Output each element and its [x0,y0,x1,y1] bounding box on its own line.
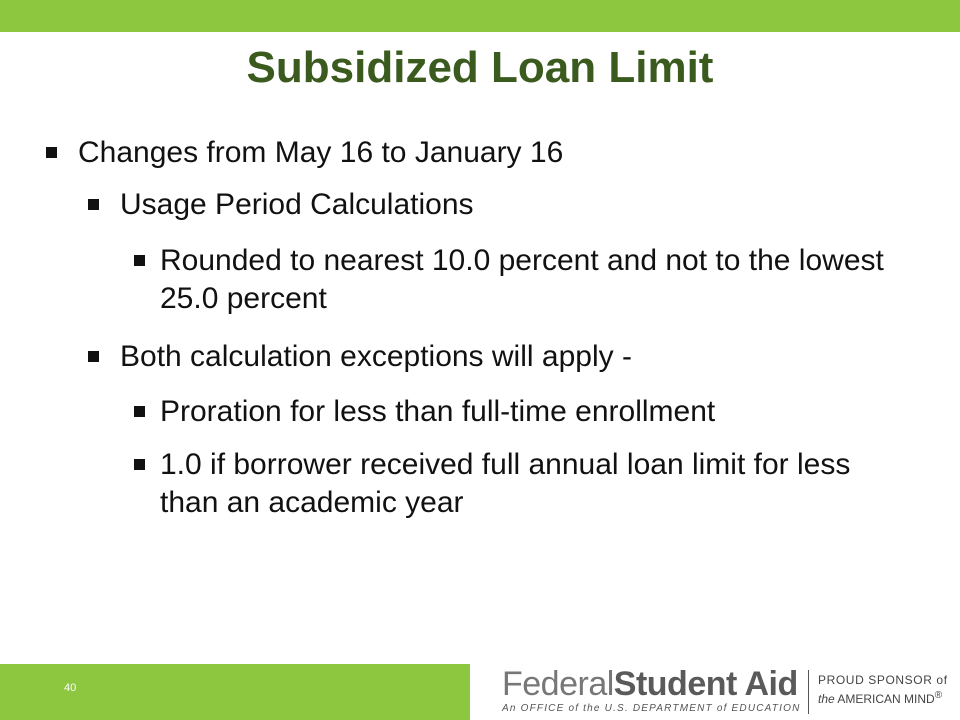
bullet-item [134,393,894,431]
bullet-text: Both calculation exceptions will apply - [120,340,632,373]
square-bullet-icon [134,406,145,417]
bullet-text: Proration for less than full-time enrollment [160,395,716,428]
sponsor-line-2 [818,688,948,707]
bullet-item [88,338,908,376]
bullet-item [46,134,906,172]
bullet-item [88,186,908,224]
square-bullet-icon [88,351,99,362]
sponsor-the: the [818,692,835,706]
logo-subtitle: An OFFICE of the U.S. DEPARTMENT of EDUCATION [502,703,801,714]
sponsor-tagline [818,672,948,707]
logo-federal-text: Federal [502,665,614,703]
square-bullet-icon [134,459,145,470]
registered-mark: ® [934,690,943,701]
bullet-text: Rounded to nearest 10.0 percent and not to the lowest 25.0 percent [160,244,884,315]
bullet-item [134,446,894,522]
bullet-text: 1.0 if borrower received full annual loan limit for less than an academic year [160,448,851,519]
logo-divider [808,670,809,714]
slide-title: Subsidized Loan Limit [246,43,714,92]
sponsor-american-mind: AMERICAN MIND [837,692,935,706]
bullet-text: Changes from May 16 to January 16 [78,136,564,169]
logo-student-aid-text: Student Aid [613,665,798,703]
square-bullet-icon [46,147,57,158]
page-number: 40 [64,682,77,694]
bullet-text: Usage Period Calculations [120,188,474,221]
bullet-item [134,242,894,318]
square-bullet-icon [134,255,145,266]
logo-wordmark [502,664,798,704]
federal-student-aid-logo [496,664,960,720]
sponsor-line-1: PROUD SPONSOR of [818,673,948,687]
square-bullet-icon [88,199,99,210]
